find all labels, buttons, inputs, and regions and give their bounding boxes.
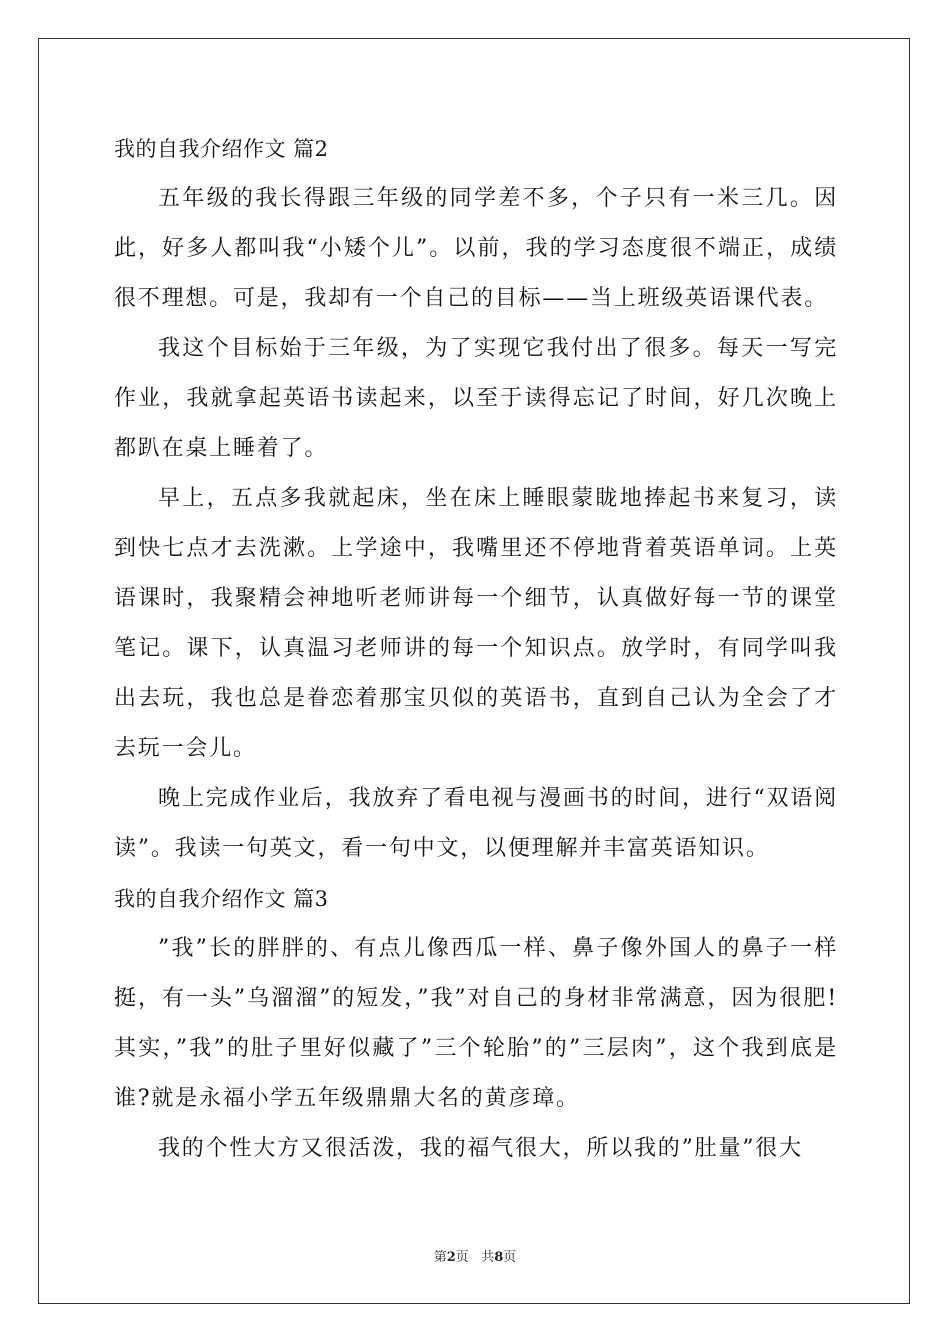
paragraph: 晚上完成作业后，我放弃了看电视与漫画书的时间，进行“双语阅读”。我读一句英文，看一句中文，以便理解并丰富英语知识。 [114,786,838,861]
footer-page-suffix: 页 [503,1250,517,1265]
section-heading: 我的自我介绍作文 篇3 [114,887,329,911]
footer-page-current: 2 [446,1250,456,1265]
page-footer [0,1246,950,1265]
section-heading: 我的自我介绍作文 篇2 [114,137,329,161]
document-content [114,124,838,1174]
paragraph: ”我”长的胖胖的、有点儿像西瓜一样、鼻子像外国人的鼻子一样挺，有一头”乌溜溜”的短发，”我”对自己的身材非常满意，因为很肥!其实，”我”的肚子里好似藏了”三个轮胎”的”三层肉”，这个我到底是谁?就是永福小学五年级鼎鼎大名的黄彦璋。 [114,936,838,1111]
paragraph: 我这个目标始于三年级，为了实现它我付出了很多。每天一写完作业，我就拿起英语书读起来，以至于读得忘记了时间，好几次晚上都趴在桌上睡着了。 [114,336,838,461]
paragraph: 我的个性大方又很活泼，我的福气很大，所以我的”肚量”很大 [158,1136,803,1161]
paragraph: 早上，五点多我就起床，坐在床上睡眼蒙眬地捧起书来复习，读到快七点才去洗漱。上学途中，我嘴里还不停地背着英语单词。上英语课时，我聚精会神地听老师讲每一个细节，认真做好每一节的课堂笔记。课下，认真温习老师讲的每一个知识点。放学时，有同学叫我出去玩，我也总是眷恋着那宝贝似的英语书，直到自己认为全会了才去玩一会儿。 [114,486,838,761]
paragraph: 五年级的我长得跟三年级的同学差不多，个子只有一米三几。因此，好多人都叫我“小矮个儿”。以前，我的学习态度很不端正，成绩很不理想。可是，我却有一个自己的目标——当上班级英语课代表。 [114,186,838,311]
footer-page-total: 8 [494,1250,504,1265]
footer-page-mid: 页 共 [455,1250,495,1265]
footer-page-prefix: 第 [433,1250,447,1265]
